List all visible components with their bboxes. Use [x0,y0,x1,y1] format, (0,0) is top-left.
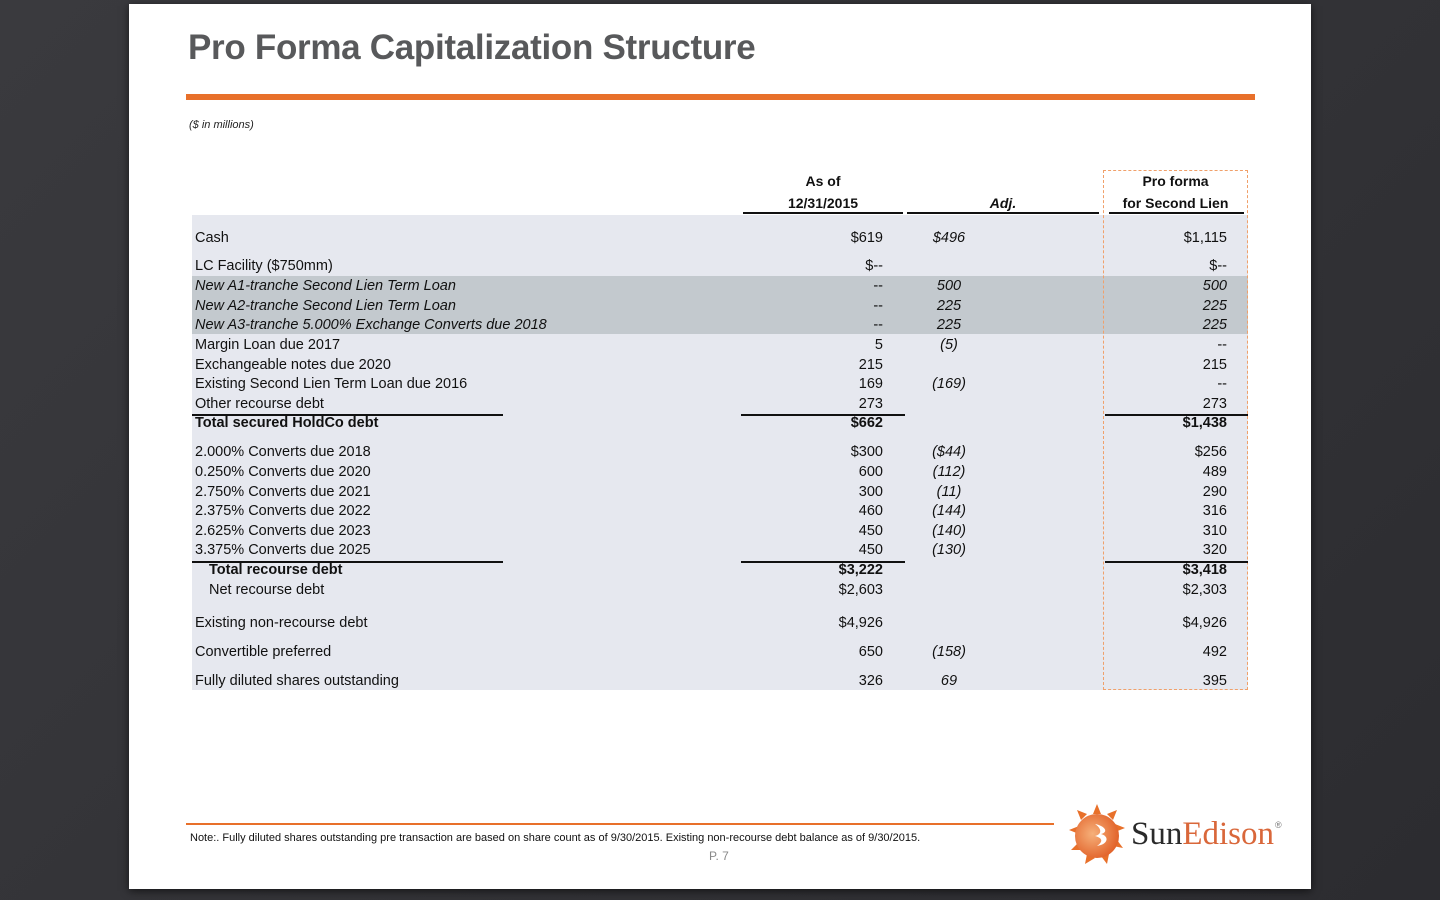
table-row [129,580,1311,600]
cell-adj: (112) [932,464,966,480]
cell-as-of: -- [873,317,883,333]
cell-pro-forma: 489 [1202,464,1227,480]
cell-as-of: 460 [858,503,883,519]
footnote: Note:. Fully diluted shares outstanding pre transaction are based on share count as of 9/30/2015. Existing non-recourse debt balance as of 9/30/2015. [190,832,921,844]
header-rule [907,212,1099,214]
cell-as-of: 600 [858,464,883,480]
cell-adj: (169) [932,376,966,392]
cell-pro-forma: $2,303 [1182,582,1227,598]
row-label: LC Facility ($750mm) [195,258,333,274]
row-label: Convertible preferred [195,644,332,660]
cell-as-of: $2,603 [838,582,883,598]
logo-text-edison: Edison [1182,816,1275,852]
table-row [129,228,1311,248]
row-label: 2.375% Converts due 2022 [195,503,371,519]
title-divider [186,94,1255,100]
row-label: Net recourse debt [209,582,325,598]
cell-pro-forma: 225 [1202,317,1227,333]
cell-pro-forma: 395 [1202,673,1227,689]
cell-adj: 69 [940,673,958,689]
row-label: 3.375% Converts due 2025 [195,542,371,558]
header-pro-forma-line2: for Second Lien [1122,195,1229,211]
cell-as-of: $619 [850,230,883,246]
cell-as-of: $-- [865,258,883,274]
cell-pro-forma: $-- [1209,258,1227,274]
table-row [129,501,1311,521]
cell-pro-forma: $4,926 [1182,615,1227,631]
cell-pro-forma: $256 [1194,444,1227,460]
row-label: Other recourse debt [195,396,324,412]
cell-pro-forma: $1,115 [1183,230,1227,246]
cell-as-of: 5 [874,337,883,353]
units-label: ($ in millions) [189,119,254,131]
row-label: New A2-tranche Second Lien Term Loan [195,298,456,314]
cell-pro-forma: $3,418 [1182,562,1227,578]
header-as-of-line2: 12/31/2015 [787,195,859,211]
header-rule [743,212,903,214]
row-label: New A1-tranche Second Lien Term Loan [195,278,456,294]
footer-divider [186,823,1054,825]
page-number: P. 7 [709,849,729,863]
table-row-total [129,560,1311,580]
row-label: New A3-tranche 5.000% Exchange Converts due 2018 [195,317,547,333]
cell-pro-forma: 316 [1202,503,1227,519]
table-row-total [129,413,1311,433]
cell-adj: 500 [936,278,962,294]
cell-pro-forma: $1,438 [1182,415,1227,431]
cell-pro-forma: 492 [1202,644,1227,660]
row-label: 0.250% Converts due 2020 [195,464,371,480]
row-label: Exchangeable notes due 2020 [195,357,391,373]
cell-as-of: 326 [858,673,883,689]
cell-adj: 225 [936,298,962,314]
cell-pro-forma: -- [1217,337,1227,353]
header-as-of-line1: As of [805,173,841,189]
cell-as-of: -- [873,298,883,314]
sunedison-logo [1065,802,1285,868]
table-row [129,540,1311,560]
table-row [129,442,1311,462]
table-row [129,276,1311,296]
cell-as-of: 450 [858,542,883,558]
row-label: Existing non-recourse debt [195,615,368,631]
cell-pro-forma: 215 [1202,357,1227,373]
table-row [129,482,1311,502]
table-row [129,671,1311,691]
cell-adj: (140) [932,523,966,539]
sun-icon [1065,802,1129,868]
cell-as-of: 450 [858,523,883,539]
cell-as-of: 215 [858,357,883,373]
cell-adj: (5) [940,337,958,353]
table-row [129,462,1311,482]
row-label: 2.625% Converts due 2023 [195,523,371,539]
row-label: 2.000% Converts due 2018 [195,444,371,460]
row-label: Cash [195,230,229,246]
cell-as-of: 273 [858,396,883,412]
table-row [129,296,1311,316]
row-label: Total recourse debt [209,562,343,578]
cell-pro-forma: 310 [1202,523,1227,539]
cell-pro-forma: 225 [1202,298,1227,314]
header-adj: Adj. [989,195,1017,211]
cell-as-of: -- [873,278,883,294]
table-row [129,613,1311,633]
cell-adj: (158) [932,644,966,660]
table-row [129,642,1311,662]
cell-adj: 225 [936,317,962,333]
table-row [129,374,1311,394]
table-row [129,315,1311,335]
table-row [129,355,1311,375]
row-label: Total secured HoldCo debt [195,415,379,431]
row-label: Fully diluted shares outstanding [195,673,399,689]
cell-adj: (144) [932,503,966,519]
slide [129,4,1311,889]
cell-pro-forma: 500 [1202,278,1227,294]
table-row [129,335,1311,355]
cell-pro-forma: 273 [1202,396,1227,412]
cell-pro-forma: 290 [1202,484,1227,500]
row-label: Margin Loan due 2017 [195,337,341,353]
cell-as-of: $300 [850,444,883,460]
row-label: Existing Second Lien Term Loan due 2016 [195,376,468,392]
cell-pro-forma: -- [1217,376,1227,392]
cell-adj: $496 [932,230,966,246]
table-row [129,394,1311,414]
table-row [129,256,1311,276]
slide-title: Pro Forma Capitalization Structure [188,28,756,67]
cell-as-of: $662 [850,415,883,431]
cell-adj: (130) [932,542,966,558]
row-label: 2.750% Converts due 2021 [195,484,371,500]
cell-adj: ($44) [932,444,966,460]
logo-text-sun: Sun [1131,816,1183,852]
cell-pro-forma: 320 [1202,542,1227,558]
cell-as-of: 650 [858,644,883,660]
cell-as-of: 300 [858,484,883,500]
cell-as-of: $4,926 [838,615,883,631]
cell-as-of: 169 [858,376,883,392]
cell-as-of: $3,222 [838,562,883,578]
logo-wordmark [1131,816,1274,853]
registered-mark: ® [1275,820,1282,830]
cell-adj: (11) [936,484,962,500]
table-row [129,521,1311,541]
header-pro-forma-line1: Pro forma [1142,173,1209,189]
